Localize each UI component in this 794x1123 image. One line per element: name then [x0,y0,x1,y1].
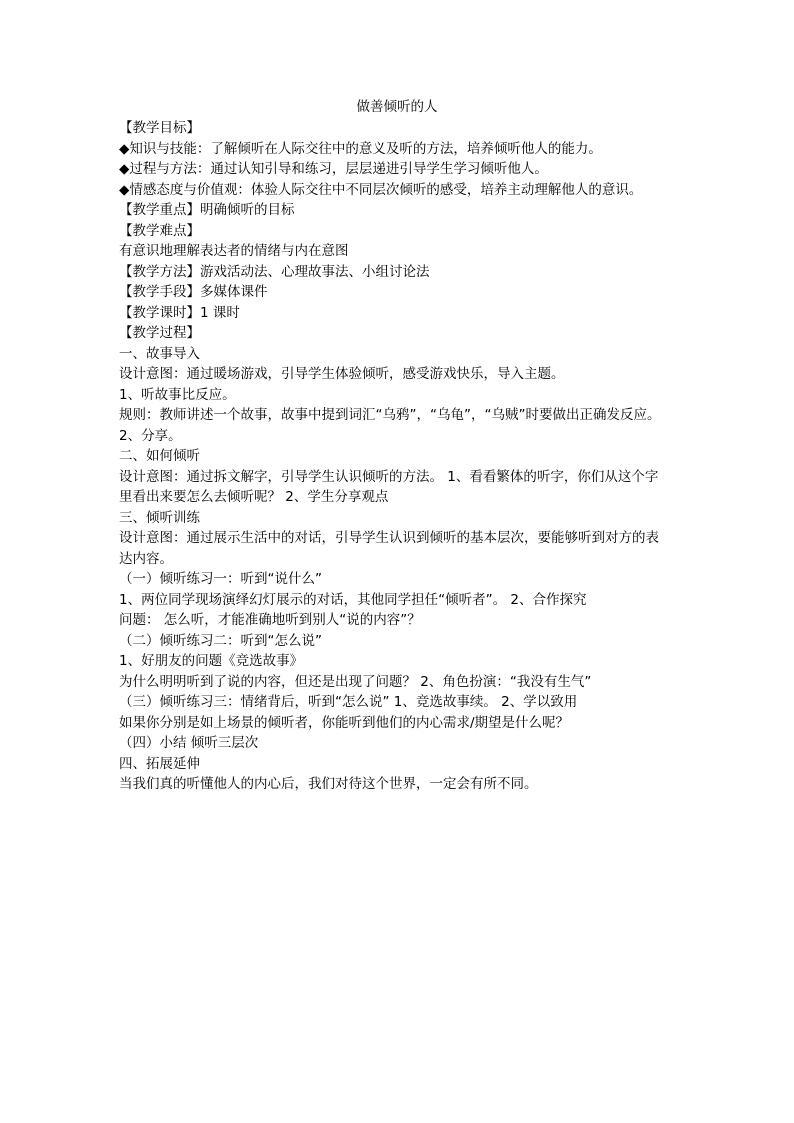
document-line: 【教学方法】游戏活动法、心理故事法、小组讨论法 [119,263,430,280]
document-line: 三、倾听训练 [119,509,200,526]
document-line: 二、如何倾听 [119,448,200,464]
document-title: 做善倾听的人 [356,99,438,115]
document-line: （二）倾听练习二：听到“怎么说” [119,632,322,649]
document-line: 问题： 怎么听，才能准确地听到别人“说的内容”？ [119,612,421,628]
document-line: ◆情感态度与价值观：体验人际交往中不同层次倾听的感受，培养主动理解他人的意识。 [119,181,643,198]
document-line: 【教学目标】 [119,120,200,136]
document-line: 【教学课时】1 课时 [119,304,240,321]
document-line: （一）倾听练习一：听到“说什么” [119,571,322,587]
document-line: 设计意图：通过拆文解字，引导学生认识倾听的方法。 1、看看繁体的听字，你们从这个字 [119,468,659,485]
document-body [119,118,689,795]
document-line: 2、分享。 [119,427,182,444]
document-line: 【教学重点】明确倾听的目标 [119,202,295,218]
document-line: 一、故事导入 [119,345,200,362]
document-line: ◆过程与方法：通过认知引导和练习，层层递进引导学生学习倾听他人。 [119,161,548,177]
document-line: 【教学难点】 [119,222,200,239]
document-line: 里看出来要怎么去倾听呢？ 2、学生分享观点 [119,489,389,505]
document-line: （四）小结 倾听三层次 [119,735,259,751]
document-line: 设计意图：通过暖场游戏，引导学生体验倾听，感受游戏快乐，导入主题。 [119,366,565,382]
document-line: 有意识地理解表达者的情绪与内在意图 [119,243,349,259]
document-line: 1、好朋友的问题《竞选故事》 [119,653,304,669]
document-line: 为什么明明听到了说的内容，但还是出现了问题？ 2、角色扮演：“我没有生气” [119,673,592,690]
document-line: 1、两位同学现场演绎幻灯展示的对话，其他同学担任“倾听者”。 2、合作探究 [119,591,587,608]
document-line: 【教学手段】多媒体课件 [119,284,268,300]
document-line: 四、拓展延伸 [119,755,200,772]
document-line: ◆知识与技能：了解倾听在人际交往中的意义及听的方法，培养倾听他人的能力。 [119,140,602,157]
document-line: 达内容。 [119,550,173,567]
document-line: 当我们真的听懂他人的内心后，我们对待这个世界，一定会有所不同。 [119,776,538,792]
document-line: 规则：教师讲述一个故事，故事中提到词汇“乌鸦”，“乌龟”，“乌贼”时要做出正确发反应。 [119,407,661,423]
document-line: （三）倾听练习三：情绪背后，听到“怎么说” 1、竞选故事续。 2、学以致用 [119,694,578,710]
document-line: 如果你分别是如上场景的倾听者，你能听到他们的内心需求/期望是什么呢？ [119,714,570,731]
document-line: 1、听故事比反应。 [119,386,236,403]
document-line: 设计意图：通过展示生活中的对话，引导学生认识到倾听的基本层次，要能够听到对方的表 [119,530,659,546]
document-line: 【教学过程】 [119,325,200,341]
